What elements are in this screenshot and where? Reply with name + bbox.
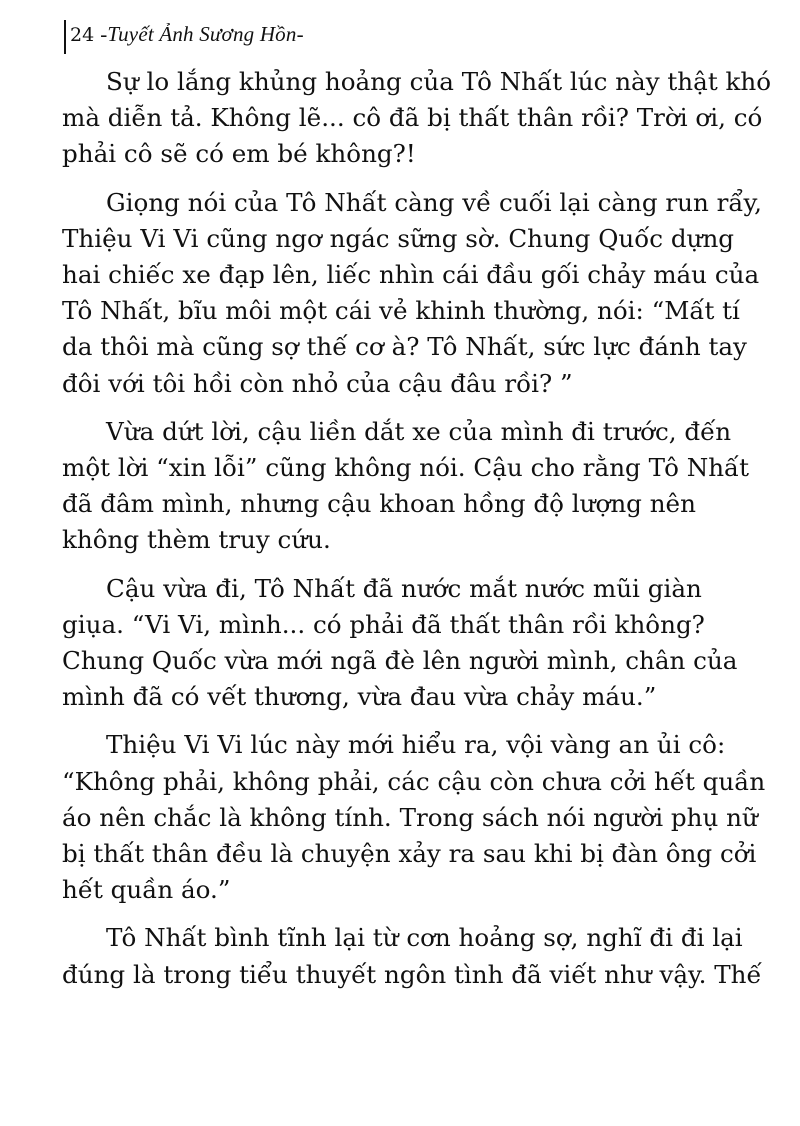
paragraph-first-line: Tô Nhất bình tĩnh lại từ cơn hoảng sợ, nghĩ đi đi lại: [106, 923, 743, 953]
paragraph-line: “Không phải, không phải, các cậu còn chưa cởi hết quần: [62, 766, 766, 796]
running-title: -Tuyết Ảnh Sương Hồn-: [100, 22, 304, 46]
paragraph-line: mà diễn tả. Không lẽ... cô đã bị thất thân rồi? Trời ơi, có: [62, 103, 763, 133]
body-text: [62, 64, 772, 1005]
paragraph: [62, 920, 762, 992]
paragraph-line: Chung Quốc vừa mới ngã đè lên người mình, chân của: [62, 646, 738, 676]
paragraph-line: áo nên chắc là không tính. Trong sách nói người phụ nữ: [62, 802, 758, 832]
paragraph: [62, 64, 772, 173]
paragraph-first-line: Cậu vừa đi, Tô Nhất đã nước mắt nước mũi giàn: [106, 573, 702, 603]
paragraph-line: đã đâm mình, nhưng cậu khoan hồng độ lượng nên: [62, 489, 696, 519]
paragraph-first-line: Vừa dứt lời, cậu liền dắt xe của mình đi trước, đến: [106, 416, 732, 446]
paragraph-line: mình đã có vết thương, vừa đau vừa chảy máu.”: [62, 682, 657, 712]
paragraph-first-line: Thiệu Vi Vi lúc này mới hiểu ra, vội vàng an ủi cô:: [106, 730, 726, 760]
paragraph-line: giụa. “Vi Vi, mình... có phải đã thất thân rồi không?: [62, 609, 705, 639]
paragraph-line: hết quần áo.”: [62, 875, 231, 905]
paragraph-line: bị thất thân đều là chuyện xảy ra sau khi bị đàn ông cởi: [62, 839, 757, 869]
paragraph: [62, 414, 750, 559]
paragraph-line: Thiệu Vi Vi cũng ngơ ngác sững sờ. Chung Quốc dựng: [62, 223, 735, 253]
paragraph-line: đúng là trong tiểu thuyết ngôn tình đã viết như vậy. Thế: [62, 959, 762, 989]
paragraph-line: Tô Nhất, bĩu môi một cái vẻ khinh thường, nói: “Mất tí: [62, 296, 740, 326]
paragraph-line: hai chiếc xe đạp lên, liếc nhìn cái đầu gối chảy máu của: [62, 260, 760, 290]
paragraph: [62, 571, 744, 716]
paragraph-first-line: Giọng nói của Tô Nhất càng về cuối lại càng run rẩy,: [106, 187, 762, 217]
page-number: 24: [70, 24, 95, 46]
paragraph-line: không thèm truy cứu.: [62, 525, 331, 555]
paragraph-first-line: Sự lo lắng khủng hoảng của Tô Nhất lúc này thật khó: [106, 67, 772, 96]
paragraph: [62, 185, 762, 402]
paragraph-line: phải cô sẽ có em bé không?!: [62, 139, 416, 169]
paragraph-line: đôi với tôi hồi còn nhỏ của cậu đâu rồi? ”: [62, 368, 573, 398]
paragraph: [62, 727, 766, 908]
paragraph-line: một lời “xin lỗi” cũng không nói. Cậu cho rằng Tô Nhất: [62, 453, 750, 483]
paragraph-line: da thôi mà cũng sợ thế cơ à? Tô Nhất, sức lực đánh tay: [62, 332, 747, 362]
running-header: [64, 22, 304, 56]
